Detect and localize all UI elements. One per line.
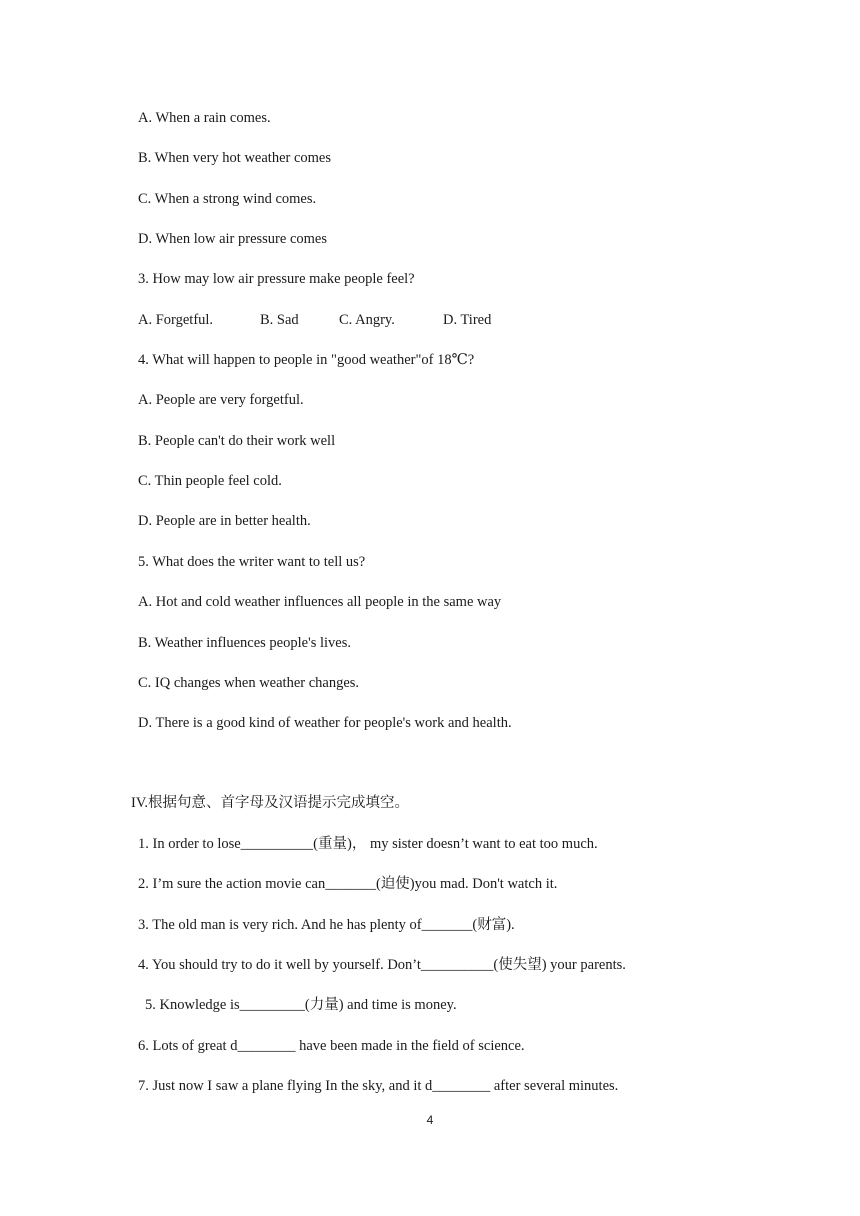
page-number: 4 xyxy=(426,1113,434,1127)
fill-blank-item-6: 6. Lots of great d________ have been made in the field of science. xyxy=(138,1038,525,1054)
q2-option-b: B. When very hot weather comes xyxy=(138,150,332,166)
q4-option-b: B. People can't do their work well xyxy=(138,433,336,449)
q2-option-a: A. When a rain comes. xyxy=(138,110,271,126)
fill-blank-item-1: 1. In order to lose__________(重量)， my sister doesn’t want to eat too much. xyxy=(138,836,598,852)
q3-question: 3. How may low air pressure make people feel? xyxy=(138,271,415,287)
fill-blank-item-2: 2. I’m sure the action movie can_______(迫使)you mad. Don't watch it. xyxy=(138,876,558,892)
fill-blank-item-7: 7. Just now I saw a plane flying In the sky, and it d________ after several minutes. xyxy=(138,1078,619,1094)
q5-option-d: D. There is a good kind of weather for people's work and health. xyxy=(138,715,512,731)
q5-option-b: B. Weather influences people's lives. xyxy=(138,635,351,651)
q4-option-c: C. Thin people feel cold. xyxy=(138,473,282,489)
fill-blank-item-3: 3. The old man is very rich. And he has plenty of_______(财富). xyxy=(138,917,515,933)
fill-blank-item-5: 5. Knowledge is_________(力量) and time is money. xyxy=(145,997,457,1013)
fill-blank-item-4: 4. You should try to do it well by yourself. Don’t__________(使失望) your parents. xyxy=(138,957,626,973)
q3-option-d: D. Tired xyxy=(443,312,492,328)
q5-question: 5. What does the writer want to tell us? xyxy=(138,554,366,570)
q2-option-c: C. When a strong wind comes. xyxy=(138,191,317,207)
q4-option-a: A. People are very forgetful. xyxy=(138,392,304,408)
q3-option-b: B. Sad xyxy=(260,312,299,328)
q5-option-c: C. IQ changes when weather changes. xyxy=(138,675,360,691)
q2-option-d: D. When low air pressure comes xyxy=(138,231,327,247)
section-heading: IV.根据句意、首字母及汉语提示完成填空。 xyxy=(131,795,410,811)
q3-option-c: C. Angry. xyxy=(339,312,395,328)
q3-option-a: A. Forgetful. xyxy=(138,312,214,328)
q4-option-d: D. People are in better health. xyxy=(138,513,311,529)
q5-option-a: A. Hot and cold weather influences all people in the same way xyxy=(138,594,502,610)
q4-question: 4. What will happen to people in "good weather"of 18℃? xyxy=(138,352,475,368)
